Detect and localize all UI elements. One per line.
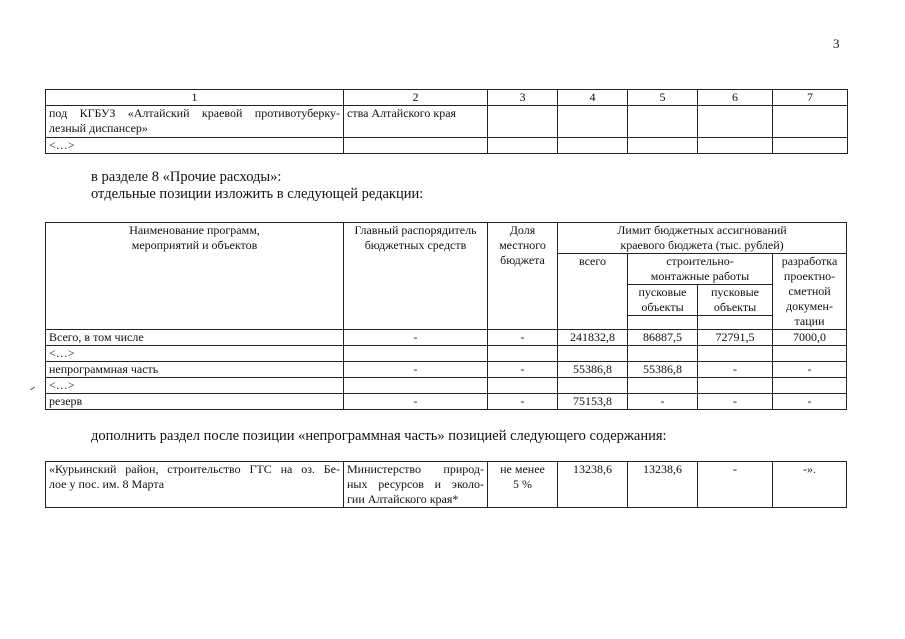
col-header: 5 [628,90,698,106]
col-header: 3 [488,90,558,106]
header-share: Доля местного бюджета [488,223,558,330]
paragraph: отдельные позиции изложить в следующей редакции: [91,186,424,202]
addition-table [45,461,847,508]
header-launch-objects: пусковые объекты [698,285,773,316]
header-design: разработка проектно-сметной докумен-тации [773,254,847,330]
header-name: Наименование программ, мероприятий и объектов [46,223,344,330]
col-header: 1 [46,90,344,106]
col-header: 4 [558,90,628,106]
object-name-cell [46,106,344,138]
table-row [46,138,848,154]
row-name: непрограммная часть [46,362,344,378]
table-row: Всего, в том числе - - 241832,8 86887,5 72791,5 7000,0 [46,330,847,346]
col-header: 6 [698,90,773,106]
paragraph: в разделе 8 «Прочие расходы»: [91,169,282,185]
table-row [46,346,847,362]
paragraph: дополнить раздел после позиции «непрограммная часть» позицией следующего содержания: [91,428,667,444]
header-launch-objects: пусковые объекты [628,285,698,316]
header-limit: Лимит бюджетных ассигнований краевого бюджета (тыс. рублей) [558,223,847,254]
share-cell: не менее 5 % [488,462,558,508]
header-construction: строительно-монтажные работы [628,254,773,285]
object-name-cell: «Курьинский район, строительство ГТС на оз. Бе- лое у пос. им. 8 Марта [46,462,344,508]
row-name: <…> [46,378,344,394]
page-number: 3 [833,36,840,51]
object-name-line: лезный диспансер» [49,121,148,135]
continuation-table [45,89,848,154]
table-header-row [46,223,847,254]
table-row: непрограммная часть - - 55386,8 55386,8 - - [46,362,847,378]
manager-cell: Министерство природ- ных ресурсов и эколо- гии Алтайского края* [344,462,488,508]
row-name: Всего, в том числе [46,330,344,346]
row-name: <…> [46,346,344,362]
table-row [46,378,847,394]
scan-mark [30,387,35,391]
budget-table [45,222,847,410]
table-header-row [46,90,848,106]
header-manager: Главный распорядитель бюджетных средств [344,223,488,330]
table-row: «Курьинский район, строительство ГТС на оз. Бе- лое у пос. им. 8 Марта Министерство природ- ных ресурсов и эколо- гии Алтайского края* не менее 5 % 13238,6 13238,6 - -». [46,462,847,508]
object-name-line: под КГБУЗ «Алтайский краевой противотуберку- [49,106,340,120]
col-header: 7 [773,90,848,106]
header-total: всего [558,254,628,330]
row-name: резерв [46,394,344,410]
table-row [46,106,848,138]
table-row: резерв - - 75153,8 - - - [46,394,847,410]
col-header: 2 [344,90,488,106]
manager-cell: ства Алтайского края [344,106,488,138]
ellipsis-cell: <…> [46,138,344,154]
